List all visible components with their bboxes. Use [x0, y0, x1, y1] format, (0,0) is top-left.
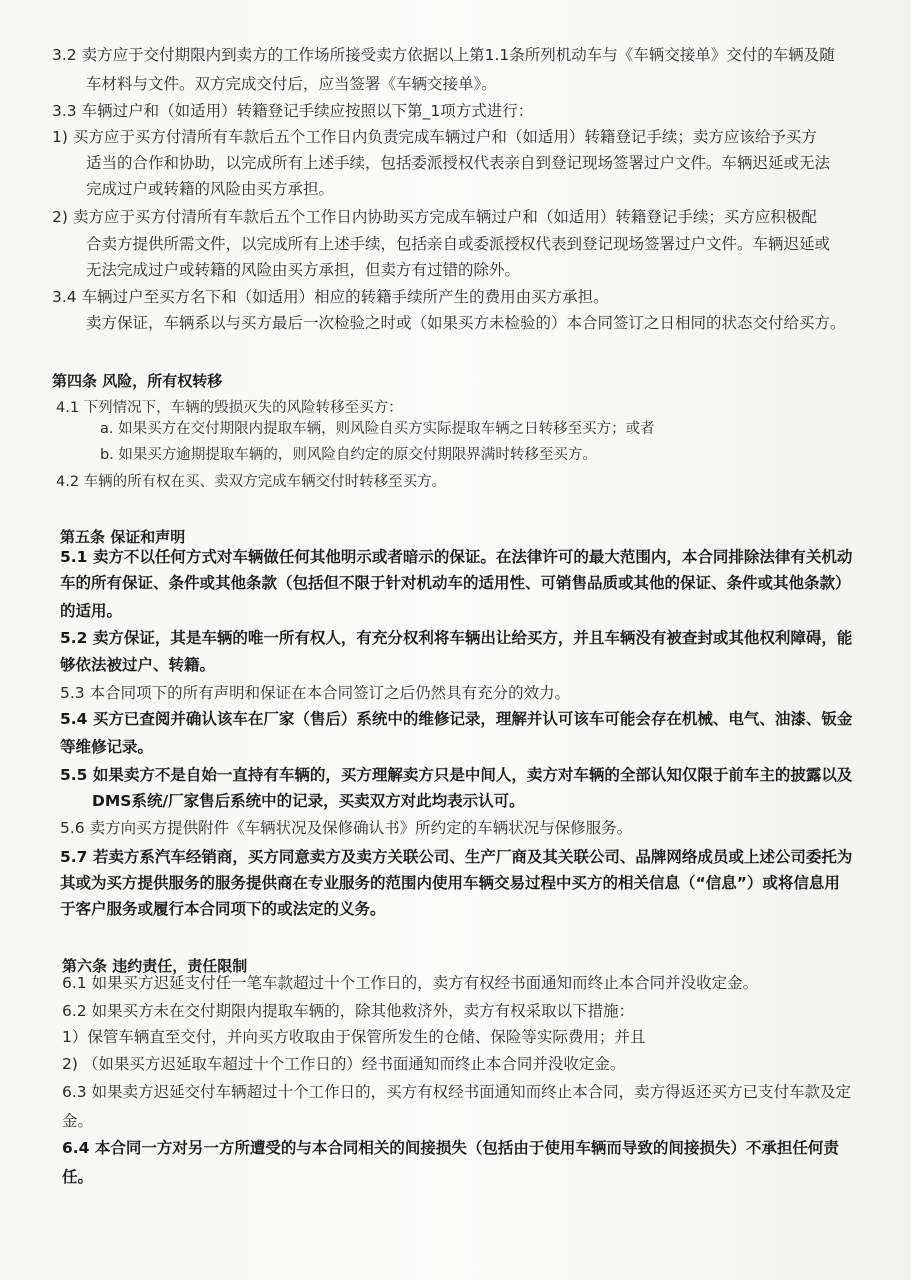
- clause-5-2-line-1: 5.2 卖方保证，其是车辆的唯一所有权人，有充分权利将车辆出让给买方，并且车辆没有被查封或其他权利障碍，能: [60, 629, 853, 647]
- clause-5-7-line-1: 5.7 若卖方系汽车经销商，买方同意卖方及卖方关联公司、生产厂商及其关联公司、品牌网络成员或上述公司委托为: [60, 848, 853, 866]
- clause-3-4-line-2: 卖方保证，车辆系以与买方最后一次检验之时或（如果买方未检验的）本合同签订之日相同的状态交付给买方。: [86, 314, 846, 332]
- clause-3-4-line-1: 3.4 车辆过户至买方名下和（如适用）相应的转籍手续所产生的费用由买方承担。: [52, 288, 609, 306]
- clause-4-1-item-b: b. 如果买方逾期提取车辆的，则风险自约定的原交付期限界满时转移至买方。: [100, 447, 597, 463]
- clause-5-2-line-2: 够依法被过户、转籍。: [60, 656, 216, 674]
- clause-3-3-option-2-line-1: 2) 卖方应于买方付清所有车款后五个工作日内协助买方完成车辆过户和（如适用）转籍登记手续；买方应积极配: [52, 208, 817, 226]
- clause-6-2: 6.2 如果买方未在交付期限内提取车辆的，除其他救济外，卖方有权采取以下措施：: [62, 1002, 635, 1020]
- article-5-heading: 第五条 保证和声明: [60, 528, 186, 546]
- clause-6-1: 6.1 如果买方迟延支付任一笔车款超过十个工作日的，卖方有权经书面通知而终止本合同并没收定金。: [62, 974, 759, 992]
- clause-5-1-line-2: 车的所有保证、条件或其他条款（包括但不限于针对机动车的适用性、可销售品质或其他的保证、条件或其他条款）: [60, 574, 851, 592]
- clause-5-3: 5.3 本合同项下的所有声明和保证在本合同签订之后仍然具有充分的效力。: [60, 684, 571, 702]
- article-4-heading: 第四条 风险，所有权转移: [52, 372, 223, 390]
- clause-5-1-line-3: 的适用。: [60, 602, 123, 620]
- clause-6-4-line-1: 6.4 本合同一方对另一方所遭受的与本合同相关的间接损失（包括由于使用车辆而导致的间接损失）不承担任何责: [62, 1139, 839, 1157]
- clause-3-2-line-2: 车材料与文件。双方完成交付后，应当签署《车辆交接单》。: [86, 75, 497, 93]
- clause-6-2-item-1: 1）保管车辆直至交付，并向买方收取由于保管所发生的仓储、保险等实际费用；并且: [62, 1028, 646, 1046]
- clause-4-1-item-a: a. 如果买方在交付期限内提取车辆，则风险自买方实际提取车辆之日转移至买方；或者: [100, 421, 655, 437]
- clause-5-5-line-2: DMS系统/厂家售后系统中的记录，买卖双方对此均表示认可。: [92, 792, 525, 810]
- clause-4-2: 4.2 车辆的所有权在买、卖双方完成车辆交付时转移至买方。: [56, 474, 447, 490]
- clause-5-7-line-3: 于客户服务或履行本合同项下的或法定的义务。: [60, 900, 386, 918]
- clause-5-6: 5.6 卖方向买方提供附件《车辆状况及保修确认书》所约定的车辆状况与保修服务。: [60, 819, 633, 837]
- clause-5-5-line-1: 5.5 如果卖方不是自始一直持有车辆的，买方理解卖方只是中间人，卖方对车辆的全部认知仅限于前车主的披露以及: [60, 766, 853, 784]
- clause-6-2-item-2: 2) （如果买方迟延取车超过十个工作日的）经书面通知而终止本合同并没收定金。: [62, 1055, 626, 1073]
- article-6-heading: 第六条 违约责任，责任限制: [62, 957, 248, 975]
- clause-3-3-line-1: 3.3 车辆过户和（如适用）转籍登记手续应按照以下第_1项方式进行：: [52, 102, 534, 120]
- clause-5-4-line-2: 等维修记录。: [60, 738, 154, 756]
- clause-5-7-line-2: 其或为买方提供服务的服务提供商在专业服务的范围内使用车辆交易过程中买方的相关信息（“信息”）或将信息用: [60, 874, 840, 892]
- clause-5-4-line-1: 5.4 买方已查阅并确认该车在厂家（售后）系统中的维修记录，理解并认可该车可能会存在机械、电气、油漆、钣金: [60, 710, 853, 728]
- clause-6-3-line-1: 6.3 如果卖方迟延交付车辆超过十个工作日的，买方有权经书面通知而终止本合同，卖方得返还买方已支付车款及定: [62, 1083, 852, 1101]
- clause-3-2-line-1: 3.2 卖方应于交付期限内到卖方的工作场所接受卖方依据以上第1.1条所列机动车与《车辆交接单》交付的车辆及随: [52, 46, 835, 64]
- clause-3-3-option-1-line-1: 1) 买方应于买方付清所有车款后五个工作日内负责完成车辆过户和（如适用）转籍登记手续；卖方应该给予买方: [52, 128, 817, 146]
- clause-3-3-option-2-line-3: 无法完成过户或转籍的风险由买方承担，但卖方有过错的除外。: [86, 261, 521, 279]
- clause-3-3-option-2-line-2: 合卖方提供所需文件，以完成所有上述手续，包括亲自或委派授权代表到登记现场签署过户文件。车辆迟延或: [86, 235, 831, 253]
- clause-3-3-option-1-line-2: 适当的合作和协助，以完成所有上述手续，包括委派授权代表亲自到登记现场签署过户文件。车辆迟延或无法: [86, 154, 831, 172]
- clause-4-1: 4.1 下列情况下，车辆的毁损灭失的风险转移至买方：: [56, 400, 403, 416]
- clause-5-1-line-1: 5.1 卖方不以任何方式对车辆做任何其他明示或者暗示的保证。在法律许可的最大范围内，本合同排除法律有关机动: [60, 548, 853, 566]
- clause-6-4-line-2: 任。: [62, 1168, 94, 1186]
- clause-3-3-option-1-line-3: 完成过户或转籍的风险由买方承担。: [86, 180, 335, 198]
- clause-6-3-line-2: 金。: [62, 1112, 94, 1130]
